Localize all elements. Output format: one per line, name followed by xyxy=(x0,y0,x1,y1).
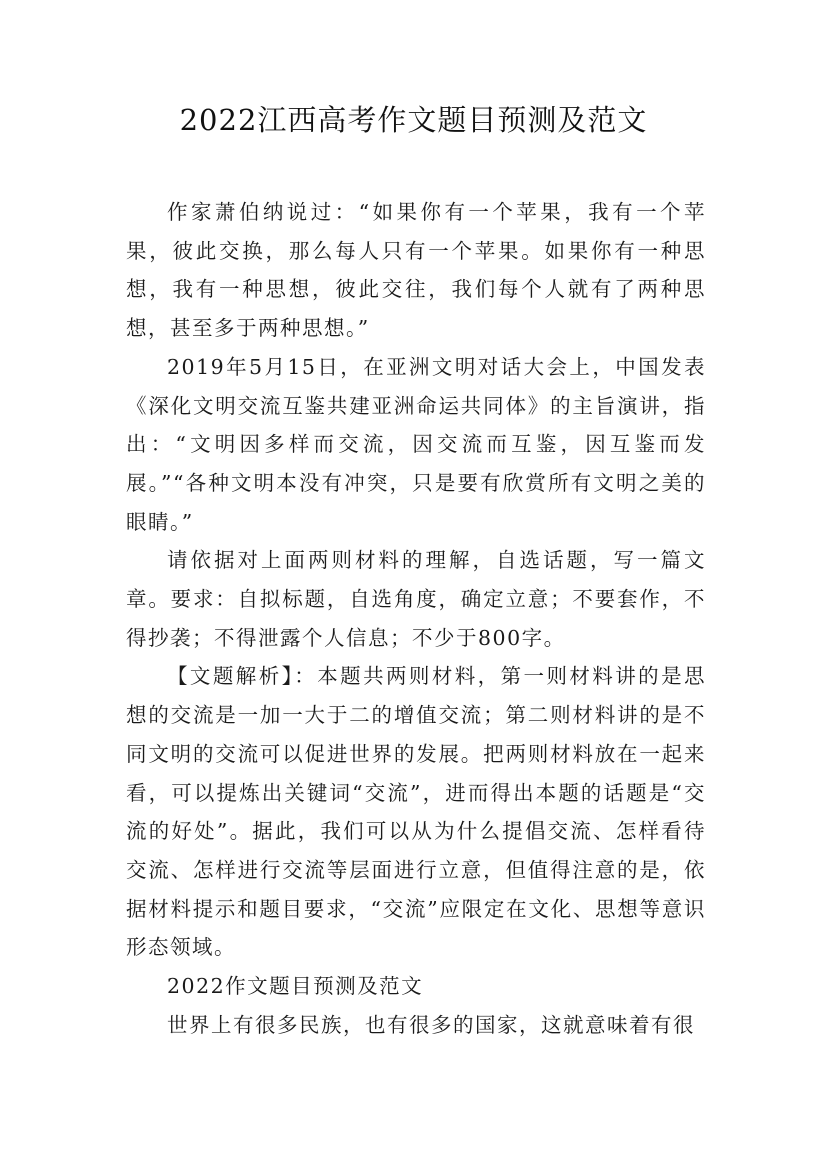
section-heading: 2022作文题目预测及范文 xyxy=(167,974,424,999)
document-body xyxy=(126,193,706,1044)
paragraph-quote-shaw: 作家萧伯纳说过：“如果你有一个苹果，我有一个苹果，彼此交换，那么每人只有一个苹果。如果你有一种思想，我有一种思想，彼此交往，我们每个人就有了两种思想，甚至多于两种思想。” xyxy=(126,200,706,341)
paragraph-analysis: 【文题解析】：本题共两则材料，第一则材料讲的是思想的交流是一加一大于二的增值交流；第二则材料讲的是不同文明的交流可以促进世界的发展。把两则材料放在一起来看，可以提炼出关键词“交流”，进而得出本题的话题是“交流的好处”。据此，我们可以从为什么提倡交流、怎样看待交流、怎样进行交流等层面进行立意，但值得注意的是，依据材料提示和题目要求，“交流”应限定在文化、思想等意识形态领域。 xyxy=(126,664,706,960)
paragraph-essay-start: 世界上有很多民族，也有很多的国家，这就意味着有很 xyxy=(167,1012,695,1037)
document-title: 2022江西高考作文题目预测及范文 xyxy=(179,103,648,137)
paragraph-asia-dialogue: 2019年5月15日，在亚洲文明对话大会上，中国发表《深化文明交流互鉴共建亚洲命运共同体》的主旨演讲，指出：“文明因多样而交流，因交流而互鉴，因互鉴而发展。”“各种文明本没有冲突，只是要有欣赏所有文明之美的眼睛。” xyxy=(126,354,706,534)
paragraph-requirements: 请依据对上面两则材料的理解，自选话题，写一篇文章。要求：自拟标题，自选角度，确定立意；不要套作，不得抄袭；不得泄露个人信息；不少于800字。 xyxy=(126,548,706,650)
